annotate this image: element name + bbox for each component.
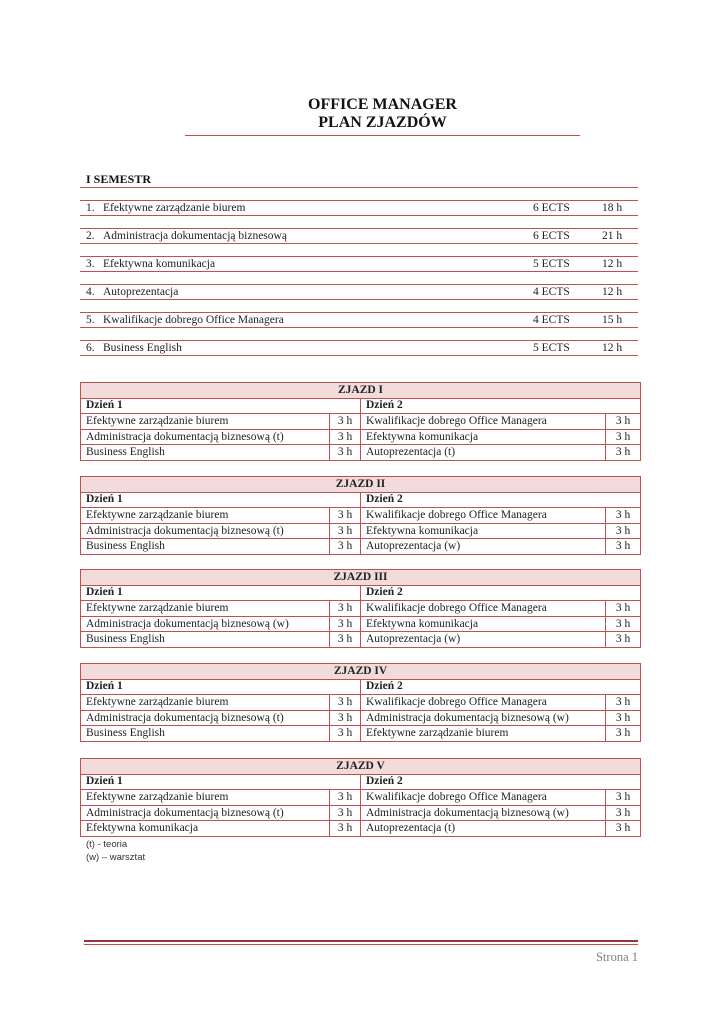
title-line-2: PLAN ZJAZDÓW [318, 114, 447, 131]
day-1-subject: Business English [81, 726, 330, 742]
day-header-row [81, 398, 641, 414]
course-ects: 6 ECTS [533, 202, 570, 214]
day-1-hours: 3 h [330, 523, 361, 539]
course-name: Efektywna komunikacja [103, 258, 216, 270]
course-hours: 12 h [602, 258, 623, 270]
day-1-hours: 3 h [330, 445, 361, 461]
course-number: 1. [86, 202, 95, 214]
day-1-hours: 3 h [330, 632, 361, 648]
course-ects: 5 ECTS [533, 258, 570, 270]
table-row [81, 726, 641, 742]
table-row [81, 821, 641, 837]
day-1-hours: 3 h [330, 616, 361, 632]
course-number: 5. [86, 314, 95, 326]
day-1-hours: 3 h [330, 790, 361, 806]
zjazd-title: ZJAZD III [81, 570, 641, 586]
day-2-subject: Efektywna komunikacja [361, 616, 606, 632]
zjazd-title: ZJAZD I [81, 383, 641, 399]
table-row [81, 429, 641, 445]
course-number: 6. [86, 342, 95, 354]
day-1-label: Dzień 1 [81, 679, 361, 695]
title-line-1: OFFICE MANAGER [308, 96, 457, 113]
zjazd-table [80, 476, 641, 555]
day-2-label: Dzień 2 [361, 774, 641, 790]
legend-theory: (t) - teoria [86, 839, 128, 850]
day-2-hours: 3 h [606, 539, 641, 555]
day-header-row [81, 679, 641, 695]
course-row [80, 200, 638, 216]
table-row [81, 601, 641, 617]
day-1-subject: Business English [81, 539, 330, 555]
day-2-hours: 3 h [606, 710, 641, 726]
course-number: 3. [86, 258, 95, 270]
title-underline [185, 135, 580, 136]
semester-underline [80, 187, 638, 188]
day-2-subject: Administracja dokumentacją biznesową (w) [361, 710, 606, 726]
zjazd-table [80, 382, 641, 461]
table-row [81, 539, 641, 555]
day-1-subject: Administracja dokumentacją biznesową (t) [81, 429, 330, 445]
day-2-hours: 3 h [606, 805, 641, 821]
day-1-hours: 3 h [330, 695, 361, 711]
course-name: Business English [103, 342, 182, 354]
course-name: Autoprezentacja [103, 286, 179, 298]
day-2-subject: Kwalifikacje dobrego Office Managera [361, 508, 606, 524]
course-hours: 12 h [602, 342, 623, 354]
table-row [81, 790, 641, 806]
day-1-label: Dzień 1 [81, 492, 361, 508]
day-1-subject: Administracja dokumentacją biznesową (t) [81, 805, 330, 821]
course-row [80, 284, 638, 300]
course-ects: 4 ECTS [533, 314, 570, 326]
course-number: 2. [86, 230, 95, 242]
course-ects: 4 ECTS [533, 286, 570, 298]
table-row [81, 414, 641, 430]
course-ects: 5 ECTS [533, 342, 570, 354]
zjazd-header-row [81, 383, 641, 399]
course-name: Administracja dokumentacją biznesową [103, 230, 287, 242]
day-1-hours: 3 h [330, 414, 361, 430]
course-hours: 18 h [602, 202, 623, 214]
day-2-hours: 3 h [606, 601, 641, 617]
table-row [81, 508, 641, 524]
course-row [80, 312, 638, 328]
table-row [81, 616, 641, 632]
course-row [80, 256, 638, 272]
day-2-hours: 3 h [606, 726, 641, 742]
day-header-row [81, 774, 641, 790]
day-2-subject: Autoprezentacja (t) [361, 445, 606, 461]
table-row [81, 805, 641, 821]
day-1-hours: 3 h [330, 726, 361, 742]
course-hours: 12 h [602, 286, 623, 298]
day-1-subject: Efektywne zarządzanie biurem [81, 508, 330, 524]
legend-workshop: (w) – warsztat [86, 852, 146, 863]
day-1-subject: Efektywne zarządzanie biurem [81, 414, 330, 430]
day-2-subject: Autoprezentacja (w) [361, 539, 606, 555]
day-2-hours: 3 h [606, 414, 641, 430]
day-1-subject: Business English [81, 445, 330, 461]
day-2-hours: 3 h [606, 821, 641, 837]
day-1-subject: Efektywne zarządzanie biurem [81, 695, 330, 711]
day-1-hours: 3 h [330, 429, 361, 445]
zjazd-header-row [81, 759, 641, 775]
course-ects: 6 ECTS [533, 230, 570, 242]
day-1-hours: 3 h [330, 508, 361, 524]
day-1-label: Dzień 1 [81, 774, 361, 790]
zjazd-table [80, 569, 641, 648]
course-number: 4. [86, 286, 95, 298]
day-1-hours: 3 h [330, 805, 361, 821]
table-row [81, 710, 641, 726]
day-2-label: Dzień 2 [361, 492, 641, 508]
zjazd-title: ZJAZD IV [81, 664, 641, 680]
day-2-hours: 3 h [606, 429, 641, 445]
day-1-subject: Business English [81, 632, 330, 648]
zjazd-title: ZJAZD V [81, 759, 641, 775]
page-number: Strona 1 [595, 950, 638, 964]
course-hours: 21 h [602, 230, 623, 242]
course-name: Efektywne zarządzanie biurem [103, 202, 246, 214]
day-1-subject: Administracja dokumentacją biznesową (t) [81, 523, 330, 539]
day-2-hours: 3 h [606, 790, 641, 806]
day-2-label: Dzień 2 [361, 585, 641, 601]
footer-rule-thin [84, 944, 638, 945]
day-2-hours: 3 h [606, 445, 641, 461]
day-2-subject: Autoprezentacja (t) [361, 821, 606, 837]
day-2-hours: 3 h [606, 523, 641, 539]
zjazd-table [80, 758, 641, 837]
legend [86, 838, 145, 864]
day-header-row [81, 585, 641, 601]
day-1-subject: Efektywna komunikacja [81, 821, 330, 837]
day-1-label: Dzień 1 [81, 398, 361, 414]
day-2-hours: 3 h [606, 508, 641, 524]
day-2-label: Dzień 2 [361, 398, 641, 414]
zjazd-header-row [81, 664, 641, 680]
document-title [185, 96, 580, 132]
day-1-hours: 3 h [330, 601, 361, 617]
day-2-subject: Efektywna komunikacja [361, 429, 606, 445]
table-row [81, 445, 641, 461]
zjazd-header-row [81, 477, 641, 493]
day-header-row [81, 492, 641, 508]
day-1-hours: 3 h [330, 539, 361, 555]
course-hours: 15 h [602, 314, 623, 326]
day-2-subject: Autoprezentacja (w) [361, 632, 606, 648]
day-1-subject: Administracja dokumentacją biznesową (w) [81, 616, 330, 632]
course-row [80, 340, 638, 356]
day-2-hours: 3 h [606, 695, 641, 711]
day-2-hours: 3 h [606, 632, 641, 648]
zjazd-header-row [81, 570, 641, 586]
day-1-subject: Efektywne zarządzanie biurem [81, 790, 330, 806]
day-1-hours: 3 h [330, 710, 361, 726]
day-2-subject: Kwalifikacje dobrego Office Managera [361, 790, 606, 806]
table-row [81, 523, 641, 539]
day-2-subject: Efektywna komunikacja [361, 523, 606, 539]
day-2-subject: Kwalifikacje dobrego Office Managera [361, 601, 606, 617]
footer-rule [84, 940, 638, 942]
course-name: Kwalifikacje dobrego Office Managera [103, 314, 284, 326]
table-row [81, 695, 641, 711]
day-1-hours: 3 h [330, 821, 361, 837]
zjazd-title: ZJAZD II [81, 477, 641, 493]
day-2-subject: Kwalifikacje dobrego Office Managera [361, 695, 606, 711]
day-1-subject: Efektywne zarządzanie biurem [81, 601, 330, 617]
course-row [80, 228, 638, 244]
day-2-hours: 3 h [606, 616, 641, 632]
day-1-label: Dzień 1 [81, 585, 361, 601]
day-2-subject: Efektywne zarządzanie biurem [361, 726, 606, 742]
day-2-label: Dzień 2 [361, 679, 641, 695]
day-1-subject: Administracja dokumentacją biznesową (t) [81, 710, 330, 726]
zjazd-table [80, 663, 641, 742]
day-2-subject: Administracja dokumentacją biznesową (w) [361, 805, 606, 821]
table-row [81, 632, 641, 648]
day-2-subject: Kwalifikacje dobrego Office Managera [361, 414, 606, 430]
semester-heading: I SEMESTR [86, 172, 152, 186]
